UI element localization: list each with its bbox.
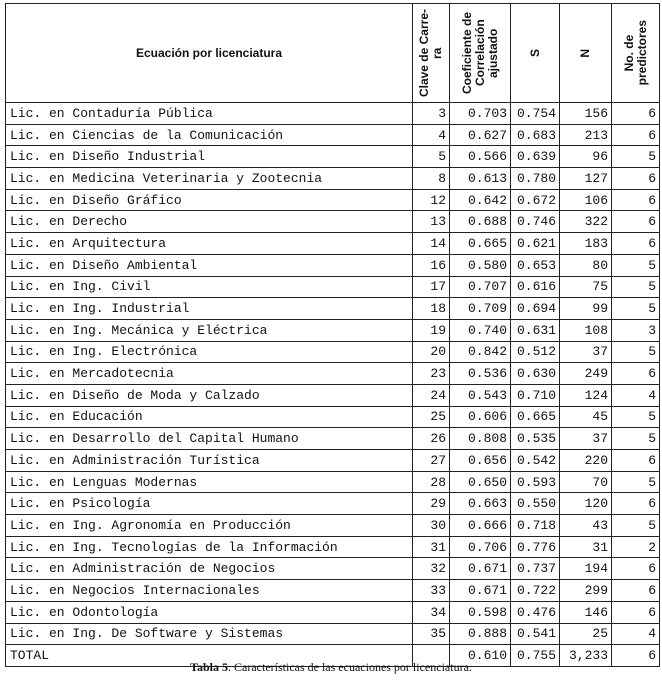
header-s-text: S: [527, 48, 542, 57]
cell-pred: 5: [612, 471, 660, 493]
cell-s: 0.631: [511, 319, 560, 341]
table-row: [6, 450, 660, 472]
cell-pred: 6: [612, 103, 660, 125]
cell-n: 75: [560, 276, 612, 298]
cell-name: Lic. en Negocios Internacionales: [6, 580, 413, 602]
table-row: [6, 298, 660, 320]
cell-clave: 25: [413, 406, 450, 428]
cell-coef: 0.566: [450, 146, 511, 168]
cell-clave: 28: [413, 471, 450, 493]
cell-s: 0.542: [511, 450, 560, 472]
cell-s: 0.755: [511, 645, 560, 667]
cell-clave: 34: [413, 601, 450, 623]
cell-pred: 4: [612, 384, 660, 406]
cell-coef: 0.740: [450, 319, 511, 341]
cell-coef: 0.610: [450, 645, 511, 667]
cell-n: 299: [560, 580, 612, 602]
cell-name: Lic. en Diseño Ambiental: [6, 254, 413, 276]
cell-n: 249: [560, 363, 612, 385]
cell-n: 3,233: [560, 645, 612, 667]
cell-coef: 0.808: [450, 428, 511, 450]
table-container: [5, 3, 659, 667]
cell-pred: 5: [612, 428, 660, 450]
ecuaciones-table: [5, 3, 660, 667]
cell-s: 0.754: [511, 103, 560, 125]
cell-coef: 0.656: [450, 450, 511, 472]
cell-clave: 18: [413, 298, 450, 320]
cell-n: 99: [560, 298, 612, 320]
table-row: [6, 623, 660, 645]
cell-n: 80: [560, 254, 612, 276]
cell-name: Lic. en Ing. Tecnologías de la Información: [6, 536, 413, 558]
cell-s: 0.746: [511, 211, 560, 233]
cell-s: 0.593: [511, 471, 560, 493]
cell-s: 0.512: [511, 341, 560, 363]
cell-pred: 6: [612, 189, 660, 211]
table-row: [6, 406, 660, 428]
table-row: [6, 515, 660, 537]
cell-n: 156: [560, 103, 612, 125]
cell-clave: 3: [413, 103, 450, 125]
cell-clave: 31: [413, 536, 450, 558]
cell-pred: 6: [612, 211, 660, 233]
cell-pred: 5: [612, 146, 660, 168]
cell-n: 37: [560, 428, 612, 450]
cell-s: 0.541: [511, 623, 560, 645]
cell-pred: 6: [612, 645, 660, 667]
cell-s: 0.694: [511, 298, 560, 320]
cell-n: 37: [560, 341, 612, 363]
cell-clave: 16: [413, 254, 450, 276]
table-row: [6, 211, 660, 233]
header-coef: [450, 4, 511, 103]
cell-pred: 5: [612, 298, 660, 320]
cell-s: 0.621: [511, 233, 560, 255]
cell-name: Lic. en Desarrollo del Capital Humano: [6, 428, 413, 450]
cell-pred: 6: [612, 233, 660, 255]
table-row: [6, 471, 660, 493]
cell-name: Lic. en Ciencias de la Comunicación: [6, 124, 413, 146]
cell-name: Lic. en Ing. Agronomía en Producción: [6, 515, 413, 537]
cell-n: 25: [560, 623, 612, 645]
cell-coef: 0.642: [450, 189, 511, 211]
cell-name: Lic. en Arquitectura: [6, 233, 413, 255]
cell-clave: 4: [413, 124, 450, 146]
cell-s: 0.737: [511, 558, 560, 580]
header-n: [560, 4, 612, 103]
table-row: [6, 319, 660, 341]
cell-pred: 6: [612, 580, 660, 602]
table-row: [6, 428, 660, 450]
cell-pred: 4: [612, 623, 660, 645]
cell-pred: 3: [612, 319, 660, 341]
cell-clave: 19: [413, 319, 450, 341]
cell-coef: 0.665: [450, 233, 511, 255]
cell-name: Lic. en Mercadotecnia: [6, 363, 413, 385]
cell-n: 213: [560, 124, 612, 146]
cell-name: Lic. en Ing. Industrial: [6, 298, 413, 320]
table-row: [6, 146, 660, 168]
cell-pred: 6: [612, 493, 660, 515]
cell-coef: 0.709: [450, 298, 511, 320]
header-s: [511, 4, 560, 103]
cell-clave: 12: [413, 189, 450, 211]
cell-name: Lic. en Ing. Electrónica: [6, 341, 413, 363]
cell-name: TOTAL: [6, 645, 413, 667]
cell-coef: 0.663: [450, 493, 511, 515]
table-row: [6, 363, 660, 385]
cell-pred: 6: [612, 558, 660, 580]
table-row: [6, 254, 660, 276]
cell-s: 0.550: [511, 493, 560, 515]
cell-name: Lic. en Contaduría Pública: [6, 103, 413, 125]
cell-coef: 0.598: [450, 601, 511, 623]
cell-n: 120: [560, 493, 612, 515]
table-row: [6, 341, 660, 363]
cell-name: Lic. en Odontología: [6, 601, 413, 623]
header-clave-text: Clave de Carre- ra: [417, 8, 444, 98]
cell-pred: 6: [612, 363, 660, 385]
cell-coef: 0.627: [450, 124, 511, 146]
cell-s: 0.665: [511, 406, 560, 428]
cell-coef: 0.650: [450, 471, 511, 493]
cell-s: 0.780: [511, 168, 560, 190]
cell-s: 0.718: [511, 515, 560, 537]
cell-n: 322: [560, 211, 612, 233]
cell-s: 0.616: [511, 276, 560, 298]
cell-name: Lic. en Administración Turística: [6, 450, 413, 472]
cell-pred: 2: [612, 536, 660, 558]
cell-pred: 6: [612, 124, 660, 146]
cell-pred: 5: [612, 254, 660, 276]
cell-n: 194: [560, 558, 612, 580]
cell-clave: 33: [413, 580, 450, 602]
header-n-text: N: [578, 48, 592, 58]
cell-coef: 0.543: [450, 384, 511, 406]
table-row: [6, 384, 660, 406]
cell-s: 0.653: [511, 254, 560, 276]
cell-clave: 27: [413, 450, 450, 472]
table-row: [6, 168, 660, 190]
cell-coef: 0.671: [450, 580, 511, 602]
cell-name: Lic. en Ing. Mecánica y Eléctrica: [6, 319, 413, 341]
table-row: [6, 103, 660, 125]
cell-n: 183: [560, 233, 612, 255]
table-row: [6, 124, 660, 146]
cell-s: 0.683: [511, 124, 560, 146]
table-row: [6, 276, 660, 298]
cell-name: Lic. en Diseño de Moda y Calzado: [6, 384, 413, 406]
cell-n: 96: [560, 146, 612, 168]
caption-label: Tabla 5: [190, 660, 229, 674]
cell-pred: 6: [612, 450, 660, 472]
cell-name: Lic. en Administración de Negocios: [6, 558, 413, 580]
cell-s: 0.710: [511, 384, 560, 406]
cell-n: 108: [560, 319, 612, 341]
cell-clave: 24: [413, 384, 450, 406]
cell-pred: 5: [612, 276, 660, 298]
cell-name: Lic. en Lenguas Modernas: [6, 471, 413, 493]
cell-n: 45: [560, 406, 612, 428]
table-row: [6, 189, 660, 211]
cell-name: Lic. en Ing. Civil: [6, 276, 413, 298]
cell-pred: 5: [612, 406, 660, 428]
cell-pred: 6: [612, 601, 660, 623]
caption-text: . Características de las ecuaciones por licenciatura.: [228, 660, 472, 674]
cell-coef: 0.671: [450, 558, 511, 580]
cell-pred: 5: [612, 341, 660, 363]
cell-n: 106: [560, 189, 612, 211]
cell-s: 0.535: [511, 428, 560, 450]
cell-clave: 29: [413, 493, 450, 515]
cell-coef: 0.707: [450, 276, 511, 298]
cell-s: 0.776: [511, 536, 560, 558]
cell-coef: 0.613: [450, 168, 511, 190]
cell-coef: 0.706: [450, 536, 511, 558]
cell-clave: 26: [413, 428, 450, 450]
cell-coef: 0.580: [450, 254, 511, 276]
table-row: [6, 558, 660, 580]
cell-clave: 35: [413, 623, 450, 645]
table-row: [6, 601, 660, 623]
cell-coef: 0.888: [450, 623, 511, 645]
cell-n: 146: [560, 601, 612, 623]
cell-s: 0.476: [511, 601, 560, 623]
cell-s: 0.722: [511, 580, 560, 602]
cell-coef: 0.666: [450, 515, 511, 537]
cell-n: 43: [560, 515, 612, 537]
cell-name: Lic. en Educación: [6, 406, 413, 428]
cell-pred: 5: [612, 515, 660, 537]
cell-n: 127: [560, 168, 612, 190]
header-pred-text: No. de predictores: [621, 20, 649, 86]
cell-n: 70: [560, 471, 612, 493]
header-row: [6, 4, 660, 103]
cell-coef: 0.536: [450, 363, 511, 385]
header-coef-text: Coeficiente de Correlación ajustado: [459, 11, 500, 95]
cell-clave: 14: [413, 233, 450, 255]
cell-n: 31: [560, 536, 612, 558]
cell-coef: 0.842: [450, 341, 511, 363]
cell-name: Lic. en Medicina Veterinaria y Zootecnia: [6, 168, 413, 190]
table-row: [6, 536, 660, 558]
cell-name: Lic. en Psicología: [6, 493, 413, 515]
cell-clave: 32: [413, 558, 450, 580]
cell-clave: 5: [413, 146, 450, 168]
cell-name: Lic. en Derecho: [6, 211, 413, 233]
cell-s: 0.672: [511, 189, 560, 211]
header-pred: [612, 4, 660, 103]
cell-name: Lic. en Diseño Gráfico: [6, 189, 413, 211]
cell-s: 0.639: [511, 146, 560, 168]
header-ecuacion: Ecuación por licenciatura: [6, 4, 413, 103]
cell-clave: 20: [413, 341, 450, 363]
cell-name: Lic. en Ing. De Software y Sistemas: [6, 623, 413, 645]
table-row: [6, 493, 660, 515]
cell-clave: 13: [413, 211, 450, 233]
cell-clave: 17: [413, 276, 450, 298]
table-row: [6, 580, 660, 602]
cell-name: Lic. en Diseño Industrial: [6, 146, 413, 168]
cell-coef: 0.688: [450, 211, 511, 233]
cell-clave: 30: [413, 515, 450, 537]
cell-n: 220: [560, 450, 612, 472]
cell-coef: 0.606: [450, 406, 511, 428]
cell-s: 0.630: [511, 363, 560, 385]
header-clave: [413, 4, 450, 103]
table-caption: [0, 660, 662, 675]
cell-clave: 8: [413, 168, 450, 190]
cell-pred: 6: [612, 168, 660, 190]
table-row: [6, 233, 660, 255]
cell-clave: 23: [413, 363, 450, 385]
cell-n: 124: [560, 384, 612, 406]
cell-coef: 0.703: [450, 103, 511, 125]
